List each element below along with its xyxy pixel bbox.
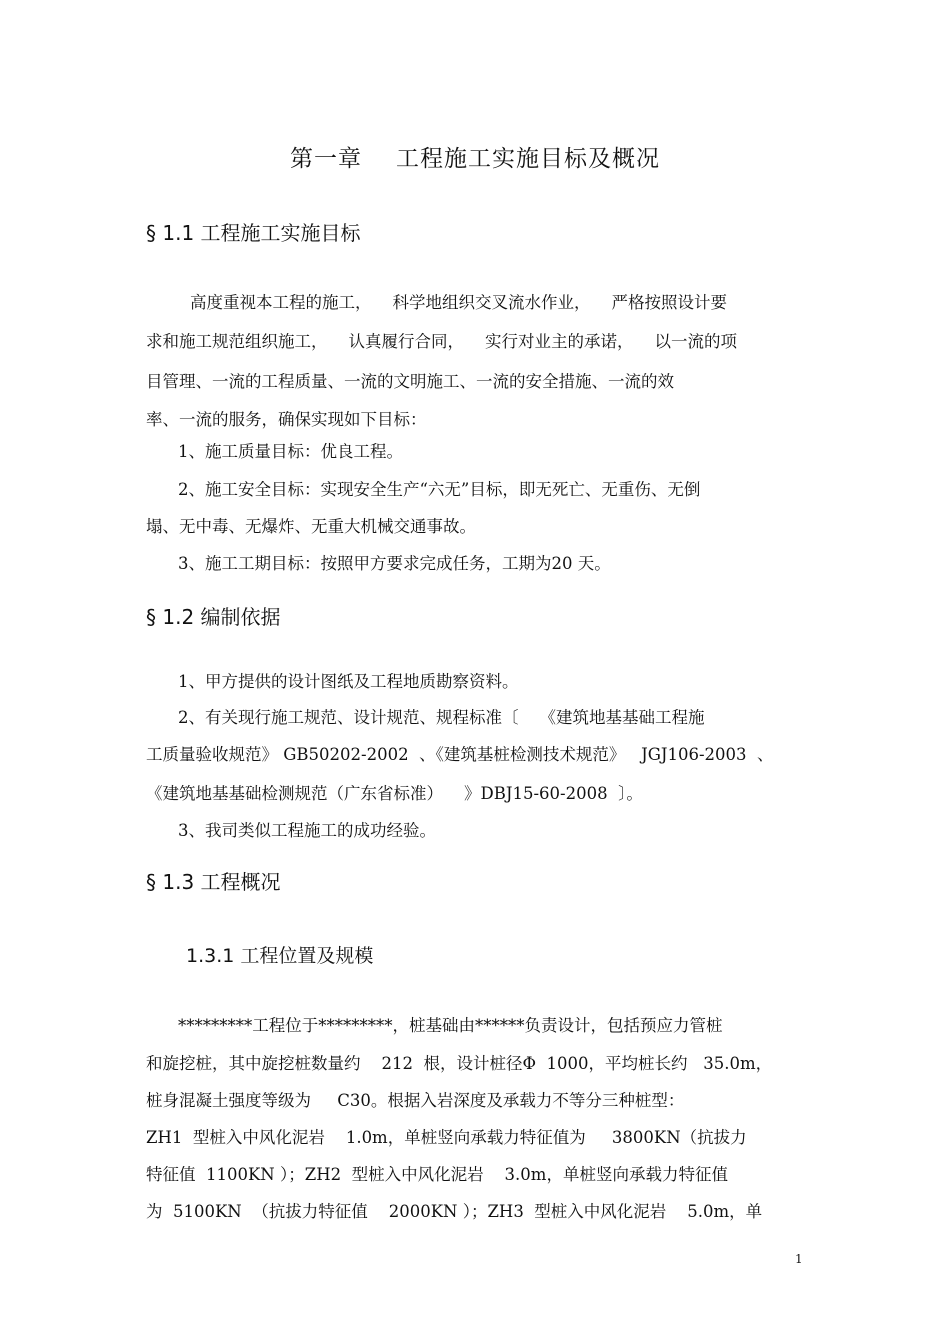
chapter-name: 工程施工实施目标及概况 — [396, 146, 660, 172]
paragraph-line: 塌、无中毒、无爆炸、无重大机械交通事故。 — [146, 517, 476, 536]
list-item: 3、施工工期目标：按照甲方要求完成任务，工期为20 天。 — [178, 554, 611, 573]
paragraph-line: *********工程位于*********，桩基础由******负责设计，包括预应力管桩 — [178, 1016, 723, 1035]
list-item: 1、施工质量目标：优良工程。 — [178, 442, 403, 461]
chapter-number: 第一章 — [290, 146, 362, 172]
section-heading-1-3: § 1.3 工程概况 — [146, 870, 281, 894]
list-item: 2、有关现行施工规范、设计规范、规程标准〔 《建筑地基基础工程施 — [178, 708, 705, 727]
section-heading-1-1: § 1.1 工程施工实施目标 — [146, 221, 361, 245]
paragraph-line: ZH1 型桩入中风化泥岩 1.0m，单桩竖向承载力特征值为 3800KN（抗拔力 — [146, 1128, 747, 1147]
paragraph-line: 特征值 1100KN ）；ZH2 型桩入中风化泥岩 3.0m，单桩竖向承载力特征值 — [146, 1165, 728, 1184]
paragraph-line: 桩身混凝土强度等级为 C30。根据入岩深度及承载力不等分三种桩型： — [146, 1091, 685, 1110]
paragraph-line: 求和施工规范组织施工， 认真履行合同， 实行对业主的承诺， 以一流的项 — [146, 332, 737, 351]
paragraph-line: 工质量验收规范》 GB50202-2002 、《建筑基桩检测技术规范》 JGJ106-2003 、 — [146, 745, 774, 764]
paragraph-line: 率、一流的服务，确保实现如下目标： — [146, 410, 427, 429]
paragraph-line: 和旋挖桩，其中旋挖桩数量约 212 根，设计桩径Φ 1000，平均桩长约 35.0m， — [146, 1054, 773, 1073]
paragraph-line: 《建筑地基基础检测规范（广东省标准） 》DBJ15-60-2008 〕。 — [146, 784, 643, 803]
section-heading-1-2: § 1.2 编制依据 — [146, 605, 281, 629]
chapter-title — [0, 140, 950, 173]
list-item: 1、甲方提供的设计图纸及工程地质勘察资料。 — [178, 672, 519, 691]
subsection-heading-1-3-1: 1.3.1 工程位置及规模 — [186, 945, 374, 967]
paragraph-line: 为 5100KN （抗拔力特征值 2000KN ）；ZH3 型桩入中风化泥岩 5.0m，单 — [146, 1202, 763, 1221]
list-item: 2、施工安全目标：实现安全生产“六无”目标，即无死亡、无重伤、无倒 — [178, 480, 701, 499]
page-number: 1 — [795, 1252, 803, 1266]
paragraph-line: 目管理、一流的工程质量、一流的文明施工、一流的安全措施、一流的效 — [146, 372, 674, 391]
list-item: 3、我司类似工程施工的成功经验。 — [178, 821, 436, 840]
paragraph-line: 高度重视本工程的施工， 科学地组织交叉流水作业， 严格按照设计要 — [190, 293, 727, 312]
